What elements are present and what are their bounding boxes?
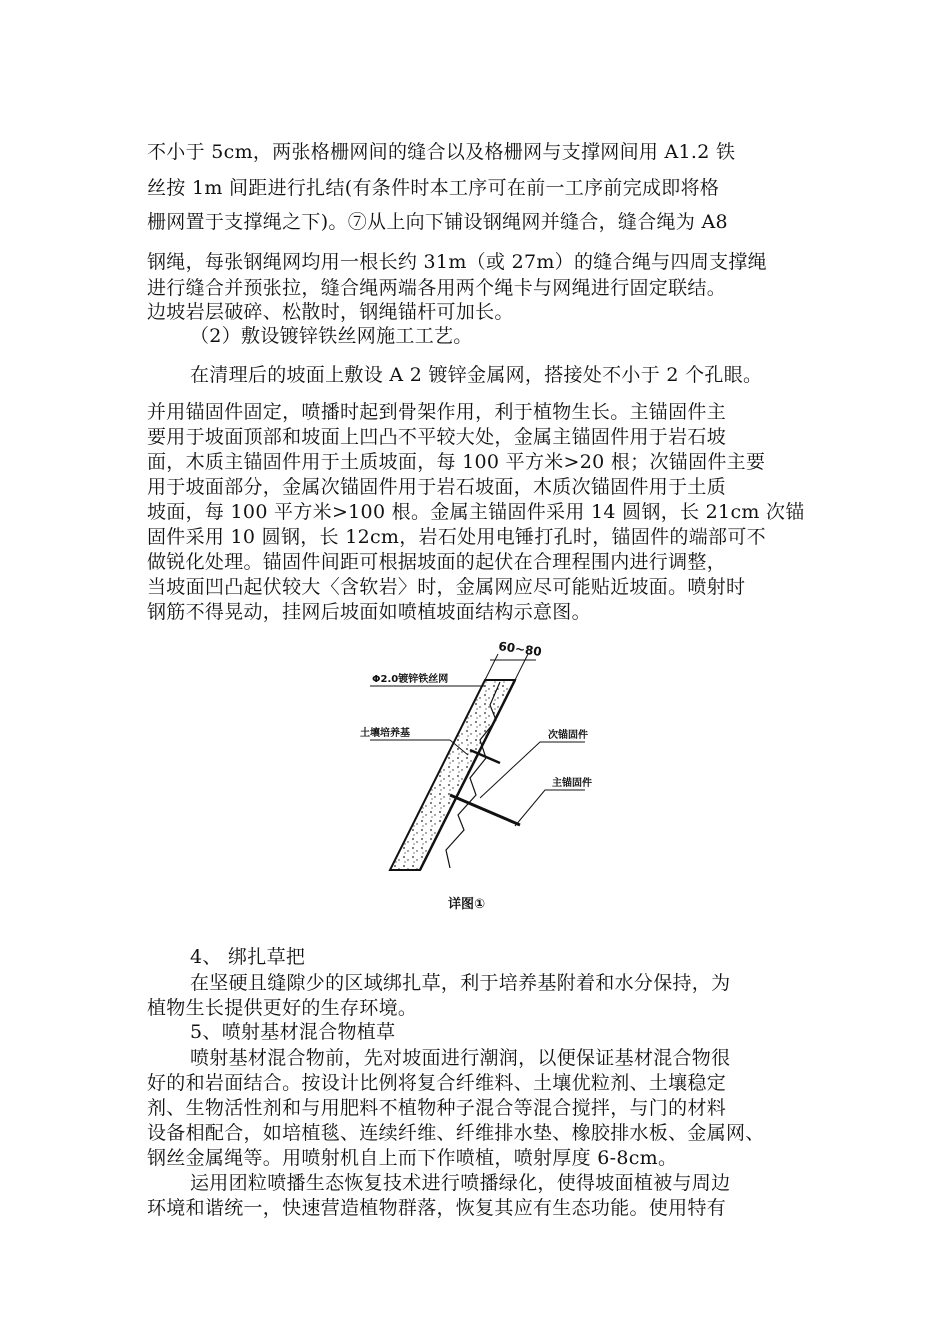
text-line: 不小于 5cm，两张格栅网间的缝合以及格栅网与支撑网间用 A1.2 铁 (147, 141, 736, 163)
text-line: 剂、生物活性剂和与用肥料不植物种子混合等混合搅拌，与门的材料 (147, 1097, 727, 1119)
text-line: 钢绳，每张钢绳网均用一根长约 31m（或 27m）的缝合绳与四周支撑绳 (147, 251, 767, 273)
text-line: 环境和谐统一，快速营造植物群落，恢复其应有生态功能。使用特有 (147, 1197, 727, 1219)
text-line: 坡面，每 100 平方米>100 根。金属主锚固件采用 14 圆钢，长 21cm 次锚 (147, 501, 805, 523)
text-line: 并用锚固件固定，喷播时起到骨架作用，利于植物生长。主锚固件主 (147, 401, 727, 423)
slope-structure-diagram (330, 630, 630, 920)
text-line: 要用于坡面顶部和坡面上凹凸不平较大处，金属主锚固件用于岩石坡 (147, 426, 727, 448)
section-heading: （2）敷设镀锌铁丝网施工工艺。 (190, 325, 473, 347)
mesh-label: Φ2.0镀锌铁丝网 (372, 674, 449, 685)
text-line: 在清理后的坡面上敷设 A 2 镀锌金属网，搭接处不小于 2 个孔眼。 (190, 364, 763, 386)
main-anchor-label: 主锚固件 (552, 778, 592, 789)
text-line: 进行缝合并预张拉，缝合绳两端各用两个绳卡与网绳进行固定联结。 (147, 277, 727, 299)
text-line: 植物生长提供更好的生存环境。 (147, 997, 418, 1019)
text-line: 喷射基材混合物前，先对坡面进行潮润，以便保证基材混合物很 (190, 1047, 731, 1069)
text-line: 用于坡面部分，金属次锚固件用于岩石坡面，木质次锚固件用于土质 (147, 476, 727, 498)
text-line: 做锐化处理。锚固件间距可根据坡面的起伏在合理程围内进行调整， (147, 551, 727, 573)
section-heading: 5、喷射基材混合物植草 (190, 1021, 396, 1043)
figure-caption: 详图① (448, 897, 486, 912)
secondary-anchor-label: 次锚固件 (548, 730, 588, 741)
section-heading: 4、 绑扎草把 (190, 946, 306, 968)
text-line: 运用团粒喷播生态恢复技术进行喷播绿化，使得坡面植被与周边 (190, 1172, 731, 1194)
text-line: 栅网置于支撑绳之下)。⑦从上向下铺设钢绳网并缝合，缝合绳为 A8 (147, 211, 728, 233)
text-line: 在坚硬且缝隙少的区域绑扎草，利于培养基附着和水分保持，为 (190, 972, 731, 994)
text-line: 边坡岩层破碎、松散时，钢绳锚杆可加长。 (147, 301, 514, 323)
text-line: 当坡面凹凸起伏较大〈含软岩〉时，金属网应尽可能贴近坡面。喷射时 (147, 576, 746, 598)
text-line: 好的和岩面结合。按设计比例将复合纤维料、土壤优粒剂、土壤稳定 (147, 1072, 727, 1094)
dimension-label: 60~80 (497, 639, 543, 660)
text-line: 设备相配合，如培植毯、连续纤维、纤维排水垫、橡胶排水板、金属网、 (147, 1122, 765, 1144)
text-line: 钢筋不得晃动，挂网后坡面如喷植坡面结构示意图。 (147, 601, 591, 623)
text-line: 丝按 1m 间距进行扎结(有条件时本工序可在前一工序前完成即将格 (147, 177, 720, 199)
substrate-label: 土壤培养基 (360, 728, 410, 739)
text-line: 固件采用 10 圆钢，长 12cm，岩石处用电锤打孔时，锚固件的端部可不 (147, 526, 766, 548)
text-line: 面，木质主锚固件用于土质坡面，每 100 平方米>20 根；次锚固件主要 (147, 451, 766, 473)
text-line: 钢丝金属绳等。用喷射机自上而下作喷植，喷射厚度 6-8cm。 (147, 1147, 678, 1169)
soil-layer (390, 680, 515, 870)
